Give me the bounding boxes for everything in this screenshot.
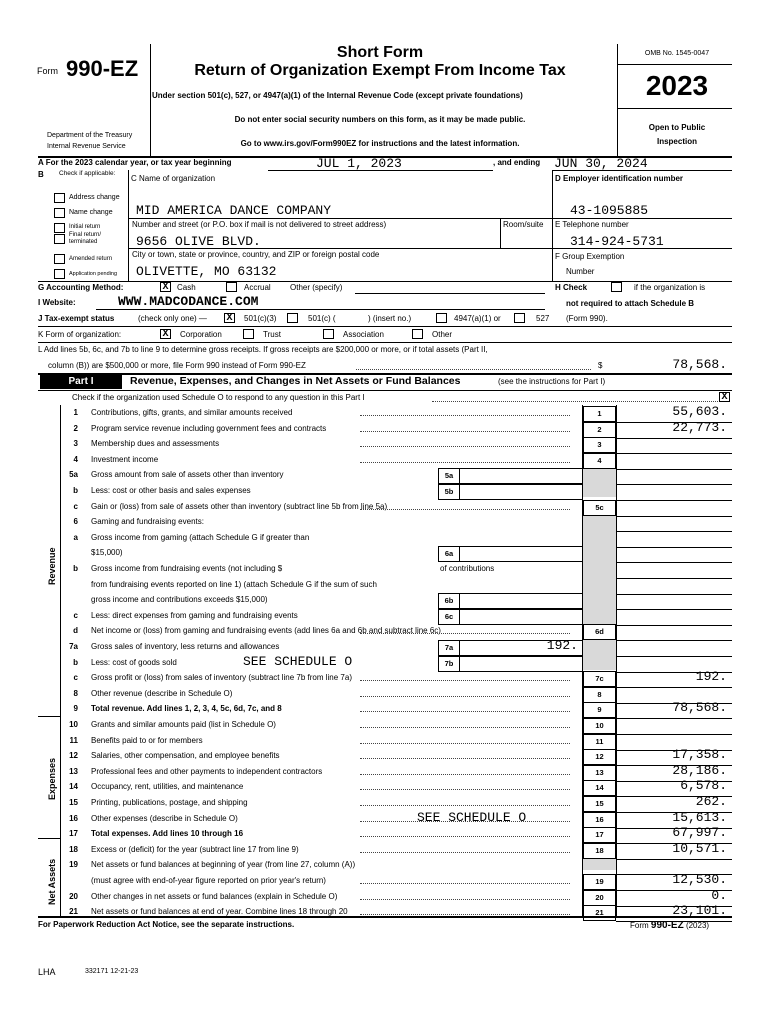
leader-dots <box>360 782 570 790</box>
part-i-tag: Part I <box>40 375 122 389</box>
line-label: Gain or (loss) from sale of assets other than inventory (subtract line 5b from line 5a) <box>91 502 388 511</box>
line-label: Gaming and fundraising events: <box>91 517 204 526</box>
paperwork-notice: For Paperwork Reduction Act Notice, see the separate instructions. <box>38 920 295 929</box>
leader-dots <box>360 876 570 884</box>
section-h-text-2: not required to attach Schedule B <box>566 299 695 308</box>
line-number: 15 <box>69 798 78 807</box>
application-pending-label: Application pending <box>69 271 118 277</box>
line-box-9: 9 <box>583 702 616 718</box>
line-amount[interactable]: 17,358. <box>672 747 727 762</box>
line-box-7a: 7a <box>438 640 460 656</box>
line-row <box>0 718 770 734</box>
line-amount[interactable]: 6,578. <box>680 778 727 793</box>
line-box-11: 11 <box>583 734 616 750</box>
line-label: (must agree with end-of-year figure reported on prior year's return) <box>91 876 326 885</box>
line-amount[interactable]: 78,568. <box>672 700 727 715</box>
line-inner-field[interactable] <box>460 484 582 500</box>
cash-checkbox[interactable]: X <box>160 282 171 292</box>
tax-exempt-label: J Tax-exempt status <box>38 314 115 323</box>
leader-dots <box>360 408 570 416</box>
line-number: 1 <box>73 408 78 417</box>
line-number: c <box>73 502 78 511</box>
leader-dots <box>360 814 570 822</box>
line-label: Occupancy, rent, utilities, and maintenance <box>91 782 244 791</box>
line-label: Less: cost or other basis and sales expenses <box>91 486 251 495</box>
line-amount[interactable]: 0. <box>711 888 727 903</box>
line-number: 5a <box>69 470 78 479</box>
line-number: 9 <box>73 704 78 713</box>
line-label: Salaries, other compensation, and employee benefits <box>91 751 280 760</box>
form-ref-word: Form <box>630 921 649 930</box>
line-box-6c: 6c <box>438 609 460 625</box>
line-box-19: 19 <box>583 874 616 890</box>
line-label: Other changes in net assets or fund balances (explain in Schedule O) <box>91 892 338 901</box>
4947-label: 4947(a)(1) or <box>454 314 501 323</box>
gross-receipts-amount[interactable]: 78,568. <box>672 357 727 372</box>
leader-dots <box>360 502 570 510</box>
line-label: Gross income from gaming (attach Schedule G if greater than <box>91 533 310 542</box>
line-number: c <box>73 673 78 682</box>
line-extra-text: SEE SCHEDULE O <box>417 810 527 825</box>
line-box-6d: 6d <box>583 624 616 640</box>
schedule-o-checkbox[interactable]: X <box>719 392 730 402</box>
application-pending-checkbox[interactable] <box>54 269 65 279</box>
line-amount[interactable]: 10,571. <box>672 841 727 856</box>
line-row <box>0 468 770 484</box>
line-box-13: 13 <box>583 765 616 781</box>
leader-dots <box>360 736 570 744</box>
end-date[interactable]: JUN 30, 2024 <box>554 156 648 171</box>
line-number: a <box>73 533 78 542</box>
line-label: Less: direct expenses from gaming and fundraising events <box>91 611 298 620</box>
line-amount[interactable]: 28,186. <box>672 763 727 778</box>
line-label: from fundraising events reported on line 1) (attach Schedule G if the sum of such <box>91 580 377 589</box>
line-label: Grants and similar amounts paid (list in Schedule O) <box>91 720 276 729</box>
trust-checkbox[interactable] <box>243 329 254 339</box>
name-change-checkbox[interactable] <box>54 208 65 218</box>
other-org-checkbox[interactable] <box>412 329 423 339</box>
line-number: 7a <box>69 642 78 651</box>
part-i-title: Revenue, Expenses, and Changes in Net Assets or Fund Balances <box>130 375 461 387</box>
amended-return-checkbox[interactable] <box>54 254 65 264</box>
check-if-applicable: Check if applicable: <box>59 170 116 177</box>
line-number: b <box>73 486 78 495</box>
line-label: Total revenue. Add lines 1, 2, 3, 4, 5c, 6d, 7c, and 8 <box>91 704 282 713</box>
section-b-label: B <box>38 170 44 179</box>
line-number: b <box>73 564 78 573</box>
line-box-4: 4 <box>583 453 616 469</box>
form-title: Return of Organization Exempt From Income Tax <box>194 62 566 79</box>
line-inner-field[interactable] <box>460 546 582 562</box>
leader-dots <box>360 689 570 697</box>
line-label: Net income or (loss) from gaming and fundraising events (add lines 6a and 6b and subtract line 6c) <box>91 626 441 635</box>
line-inner-field[interactable] <box>460 609 582 625</box>
line-label: Gross profit or (loss) from sales of inventory (subtract line 7b from line 7a) <box>91 673 352 682</box>
line-label: Membership dues and assessments <box>91 439 220 448</box>
line-box-1: 1 <box>583 406 616 422</box>
form-number: 990-EZ <box>66 56 139 81</box>
line-amount[interactable]: 15,613. <box>672 810 727 825</box>
line-box-6b: 6b <box>438 593 460 609</box>
leader-dots <box>360 424 570 432</box>
line-row <box>0 609 770 625</box>
line-box-2: 2 <box>583 422 616 438</box>
4947-checkbox[interactable] <box>436 313 447 323</box>
line-row <box>0 624 770 640</box>
line-number: b <box>73 658 78 667</box>
line-number: 12 <box>69 751 78 760</box>
expenses-side-label: Expenses <box>47 757 57 800</box>
line-label: gross income and contributions exceeds $15,000) <box>91 595 268 604</box>
begin-date[interactable]: JUL 1, 2023 <box>316 156 402 171</box>
line-row <box>0 515 770 531</box>
other-method-label: Other (specify) <box>290 283 343 292</box>
under-section: Under section 501(c), 527, or 4947(a)(1) of the Internal Revenue Code (except private foundations) <box>152 91 523 100</box>
line-row <box>0 437 770 453</box>
net-assets-side-label: Net Assets <box>47 858 57 905</box>
line-label: Investment income <box>91 455 159 464</box>
501c3-checkbox[interactable]: X <box>224 313 235 323</box>
leader-dots <box>360 673 570 681</box>
line-box-10: 10 <box>583 718 616 734</box>
corporation-label: Corporation <box>180 330 222 339</box>
group-exemption-label: F Group Exemption <box>555 252 625 261</box>
line-box-5a: 5a <box>438 468 460 484</box>
line-number: d <box>73 626 78 635</box>
section-h-text-3: (Form 990). <box>566 314 608 323</box>
gross-receipts-dollar: $ <box>598 361 603 370</box>
line-label: Program service revenue including government fees and contracts <box>91 424 327 433</box>
line-box-16: 16 <box>583 812 616 828</box>
line-label: Gross amount from sale of assets other than inventory <box>91 470 284 479</box>
leader-dots <box>360 767 570 775</box>
line-row <box>0 500 770 516</box>
line-extra-text: of contributions <box>440 564 495 573</box>
line-label: Less: cost of goods sold <box>91 658 177 667</box>
line-label: Gross sales of inventory, less returns and allowances <box>91 642 280 651</box>
line-label: Contributions, gifts, grants, and similar amounts received <box>91 408 293 417</box>
city-state-zip[interactable]: OLIVETTE, MO 63132 <box>136 264 277 279</box>
line-box-6a: 6a <box>438 546 460 562</box>
line-row <box>0 531 770 547</box>
527-checkbox[interactable] <box>514 313 525 323</box>
line-row <box>0 562 770 578</box>
group-exemption-number: Number <box>566 267 595 276</box>
schedule-o-check-text: Check if the organization used Schedule O to respond to any question in this Part I <box>72 393 365 402</box>
line-row <box>0 593 770 609</box>
line-extra-text: SEE SCHEDULE O <box>243 654 353 669</box>
section-a-label: A For the 2023 calendar year, or tax year beginning <box>38 158 232 167</box>
line-amount[interactable]: 67,997. <box>672 825 727 840</box>
line-box-17: 17 <box>583 827 616 843</box>
line-inner-field[interactable] <box>460 593 582 609</box>
line-row <box>0 578 770 594</box>
omb-number: OMB No. 1545-0047 <box>644 50 710 57</box>
leader-dots <box>360 829 570 837</box>
accounting-method-label: G Accounting Method: <box>38 283 124 292</box>
form-code: 332171 12-21-23 <box>85 968 139 975</box>
line-amount[interactable]: 192. <box>695 669 727 684</box>
line-box-5b: 5b <box>438 484 460 500</box>
line-number: 16 <box>69 814 78 823</box>
website-value[interactable]: WWW.MADCODANCE.COM <box>118 294 259 309</box>
trust-label: Trust <box>263 330 281 339</box>
line-box-8: 8 <box>583 687 616 703</box>
line-label: Total expenses. Add lines 10 through 16 <box>91 829 244 838</box>
line-row <box>0 671 770 687</box>
address-change-checkbox[interactable] <box>54 193 65 203</box>
name-change-label: Name change <box>69 209 113 216</box>
ending-label: , and ending <box>493 158 541 167</box>
line-number: 19 <box>69 860 78 869</box>
schedule-b-checkbox[interactable] <box>611 282 622 292</box>
line-row <box>0 546 770 562</box>
line-number: 2 <box>73 424 78 433</box>
leader-dots <box>360 720 570 728</box>
line-row <box>0 484 770 500</box>
line-label: Excess or (deficit) for the year (subtract line 17 from line 9) <box>91 845 299 854</box>
website-label: I Website: <box>38 298 76 307</box>
leader-dots <box>360 626 570 634</box>
room-suite-label: Room/suite <box>503 220 544 229</box>
ein-label: D Employer identification number <box>555 174 684 183</box>
line-number: 14 <box>69 782 78 791</box>
line-box-18: 18 <box>583 843 616 859</box>
form-label: Form <box>37 66 58 76</box>
ein-value[interactable]: 43-1095885 <box>570 203 649 218</box>
501c-other-label: 501(c) ( <box>308 314 336 323</box>
line-amount[interactable]: 262. <box>695 794 727 809</box>
leader-dots <box>360 751 570 759</box>
line-box-15: 15 <box>583 796 616 812</box>
line-box-12: 12 <box>583 749 616 765</box>
line-box-7b: 7b <box>438 656 460 672</box>
initial-return-label: Initial return <box>69 224 101 230</box>
section-h-text-1: if the organization is <box>634 283 706 292</box>
go-to-instructions: Go to www.irs.gov/Form990EZ for instructions and the latest information. <box>240 139 520 148</box>
association-checkbox[interactable] <box>323 329 334 339</box>
line-label: Printing, publications, postage, and shipping <box>91 798 248 807</box>
accrual-checkbox[interactable] <box>226 282 237 292</box>
line-row <box>0 905 770 921</box>
line-number: 4 <box>73 455 78 464</box>
line-inner-field[interactable] <box>460 656 582 672</box>
leader-dots <box>360 845 570 853</box>
line-label: Other revenue (describe in Schedule O) <box>91 689 233 698</box>
final-return-label: Final return/ terminated <box>69 232 102 245</box>
line-amount[interactable]: 12,530. <box>672 872 727 887</box>
amended-return-label: Amended return <box>69 256 113 262</box>
line-label: $15,000) <box>91 548 123 557</box>
line-label: Professional fees and other payments to independent contractors <box>91 767 323 776</box>
line-label: Net assets or fund balances at beginning of year (from line 27, column (A)) <box>91 860 356 869</box>
line-box-14: 14 <box>583 780 616 796</box>
form-ref-year: (2023) <box>685 921 710 930</box>
line-label: Net assets or fund balances at end of year. Combine lines 18 through 20 <box>91 907 348 916</box>
line-number: 10 <box>69 720 78 729</box>
501c-other-checkbox[interactable] <box>287 313 298 323</box>
cash-label: Cash <box>177 283 196 292</box>
final-return-checkbox[interactable] <box>54 234 65 244</box>
line-row <box>0 453 770 469</box>
street-address[interactable]: 9656 OLIVE BLVD. <box>136 234 261 249</box>
line-box-20: 20 <box>583 890 616 906</box>
part-i-see-instructions: (see the instructions for Part I) <box>498 377 606 386</box>
check-only-one: (check only one) — <box>138 314 207 323</box>
section-l-line1: L Add lines 5b, 6c, and 7b to line 9 to determine gross receipts. If gross receipts are $200,000 or more, or if total assets (Part II, <box>38 345 488 354</box>
line-box-3: 3 <box>583 437 616 453</box>
line-number: c <box>73 611 78 620</box>
line-number: 3 <box>73 439 78 448</box>
527-label: 527 <box>536 314 550 323</box>
phone-value[interactable]: 314-924-5731 <box>570 234 664 249</box>
city-label: City or town, state or province, country, and ZIP or foreign postal code <box>132 250 380 259</box>
line-row <box>0 702 770 718</box>
leader-dots <box>360 439 570 447</box>
section-h-check: H Check <box>555 283 588 292</box>
line-number: 8 <box>73 689 78 698</box>
association-label: Association <box>343 330 384 339</box>
line-row <box>0 422 770 438</box>
street-label: Number and street (or P.O. box if mail is not delivered to street address) <box>132 220 387 229</box>
line-amount[interactable]: 55,603. <box>672 404 727 419</box>
line-row <box>0 640 770 656</box>
open-public-1: Open to Public <box>648 123 706 132</box>
leader-dots <box>360 907 570 915</box>
accrual-label: Accrual <box>244 283 271 292</box>
ssn-warning: Do not enter social security numbers on this form, as it may be made public. <box>234 115 526 124</box>
revenue-side-label: Revenue <box>47 547 57 585</box>
corporation-checkbox[interactable]: X <box>160 329 171 339</box>
initial-return-checkbox[interactable] <box>54 223 65 233</box>
department-line1: Department of the Treasury <box>47 132 133 139</box>
lha-label: LHA <box>38 967 56 977</box>
department-line2: Internal Revenue Service <box>47 143 126 150</box>
line-number: 20 <box>69 892 78 901</box>
form-title-short: Short Form <box>336 44 424 61</box>
line-number: 6 <box>73 517 78 526</box>
line-box-7c: 7c <box>583 671 616 687</box>
line-box-5c: 5c <box>583 500 616 516</box>
line-amount[interactable]: 23,101. <box>672 903 727 918</box>
501c3-label: 501(c)(3) <box>244 314 277 323</box>
form-reference <box>630 920 709 931</box>
insert-number-label: ) (insert no.) <box>368 314 412 323</box>
leader-dots <box>360 455 570 463</box>
line-label: Other expenses (describe in Schedule O) <box>91 814 238 823</box>
line-label: Gross income from fundraising events (not including $ <box>91 564 283 573</box>
address-change-label: Address change <box>69 194 120 201</box>
org-name[interactable]: MID AMERICA DANCE COMPANY <box>136 203 332 218</box>
line-label: Benefits paid to or for members <box>91 736 203 745</box>
form-ref-number: 990-EZ <box>650 920 684 931</box>
open-public-2: Inspection <box>656 137 697 146</box>
line-inner-field[interactable] <box>460 468 582 484</box>
leader-dots <box>360 704 570 712</box>
form-of-org-label: K Form of organization: <box>38 330 122 339</box>
line-number: 11 <box>69 736 78 745</box>
line-inner-value[interactable]: 192. <box>546 638 578 653</box>
tax-year: 2023 <box>645 70 709 101</box>
line-number: 21 <box>69 907 78 916</box>
line-amount[interactable]: 22,773. <box>672 420 727 435</box>
leader-dots <box>360 798 570 806</box>
line-number: 17 <box>69 829 78 838</box>
line-box-21: 21 <box>583 905 616 921</box>
line-number: 18 <box>69 845 78 854</box>
section-l-line2: column (B)) are $500,000 or more, file Form 990 instead of Form 990-EZ <box>48 361 306 370</box>
line-number: 13 <box>69 767 78 776</box>
other-org-label: Other <box>432 330 453 339</box>
phone-label: E Telephone number <box>555 220 629 229</box>
leader-dots <box>360 892 570 900</box>
line-row <box>0 843 770 859</box>
org-name-label: C Name of organization <box>131 174 216 183</box>
